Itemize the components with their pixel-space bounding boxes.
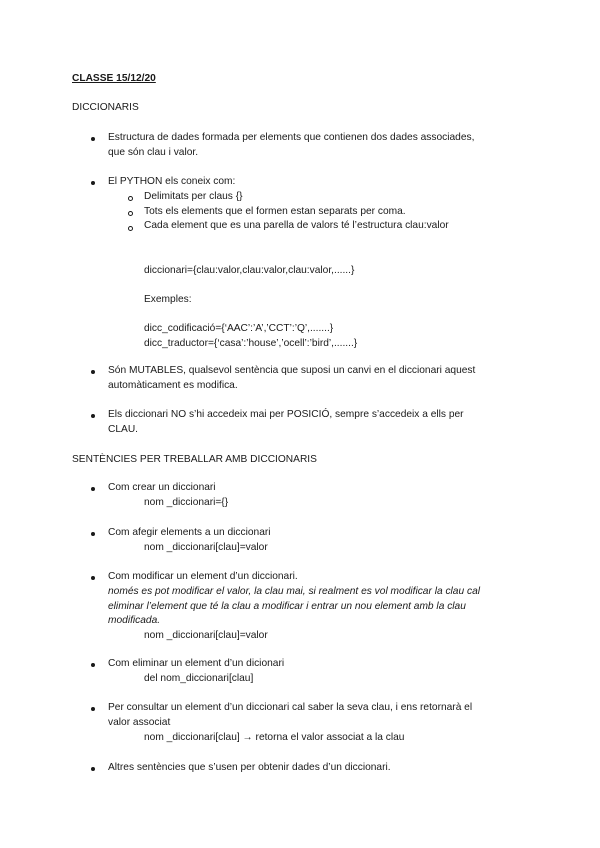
bullet-icon [91, 663, 95, 667]
example-line: dicc_traductor={‘casa’:’house’,’ocell’:’bird’,.......} [144, 338, 358, 349]
note-text: modificada. [108, 615, 161, 626]
examples-label: Exemples: [144, 294, 192, 305]
section-heading-diccionaris: DICCIONARIS [72, 102, 139, 113]
bullet-text: Els diccionari NO s’hi accedeix mai per POSICIÓ, sempre s’accedeix a ells per [108, 409, 464, 420]
section-heading-sentencies: SENTÈNCIES PER TREBALLAR AMB DICCIONARIS [72, 454, 317, 465]
bullet-icon [91, 707, 95, 711]
bullet-text: Altres sentències que s’usen per obtenir dades d’un diccionari. [108, 762, 391, 773]
bullet-icon [91, 370, 95, 374]
example-line: dicc_codificació={‘AAC’:’A’,’CCT’:’Q’,.......} [144, 323, 334, 334]
code-line: nom _diccionari[clau] → retorna el valor associat a la clau [144, 732, 405, 743]
bullet-text: Són MUTABLES, qualsevol sentència que suposi un canvi en el diccionari aquest [108, 365, 476, 376]
bullet-text: Com afegir elements a un diccionari [108, 527, 271, 538]
bullet-text: automàticament es modifica. [108, 380, 238, 391]
bullet-text: CLAU. [108, 424, 139, 435]
bullet-text: Com modificar un element d’un diccionari. [108, 571, 298, 582]
code-line: nom _diccionari[clau]=valor [144, 542, 268, 553]
syntax-example: diccionari={clau:valor,clau:valor,clau:valor,......} [144, 265, 355, 276]
sub-bullet-text: Tots els elements que el formen estan separats per coma. [144, 206, 406, 217]
bullet-icon [91, 767, 95, 771]
sub-bullet-text: Delimitats per claus {} [144, 191, 243, 202]
bullet-icon [91, 181, 95, 185]
bullet-text: valor associat [108, 717, 171, 728]
bullet-icon [91, 414, 95, 418]
bullet-text: Com crear un diccionari [108, 482, 216, 493]
bullet-text: Per consultar un element d’un diccionari cal saber la seva clau, i ens retornarà el [108, 702, 473, 713]
bullet-text: El PYTHON els coneix com: [108, 176, 236, 187]
hollow-bullet-icon [128, 196, 133, 201]
bullet-icon [91, 576, 95, 580]
code-line: del nom_diccionari[clau] [144, 673, 254, 684]
code-line: nom _diccionari[clau]=valor [144, 630, 268, 641]
sub-bullet-text: Cada element que es una parella de valors té l’estructura clau:valor [144, 220, 449, 231]
page-title: CLASSE 15/12/20 [72, 73, 156, 84]
bullet-icon [91, 137, 95, 141]
bullet-text: Com eliminar un element d’un dicionari [108, 658, 285, 669]
bullet-icon [91, 487, 95, 491]
hollow-bullet-icon [128, 211, 133, 216]
code-line: nom _diccionari={} [144, 497, 229, 508]
note-text: només es pot modificar el valor, la clau mai, si realment es vol modificar la clau cal [108, 586, 480, 597]
note-text: eliminar l’element que té la clau a modificar i entrar un nou element amb la clau [108, 601, 466, 612]
bullet-text: que són clau i valor. [108, 147, 199, 158]
bullet-text: Estructura de dades formada per elements que contienen dos dades associades, [108, 132, 475, 143]
bullet-icon [91, 532, 95, 536]
hollow-bullet-icon [128, 226, 133, 231]
